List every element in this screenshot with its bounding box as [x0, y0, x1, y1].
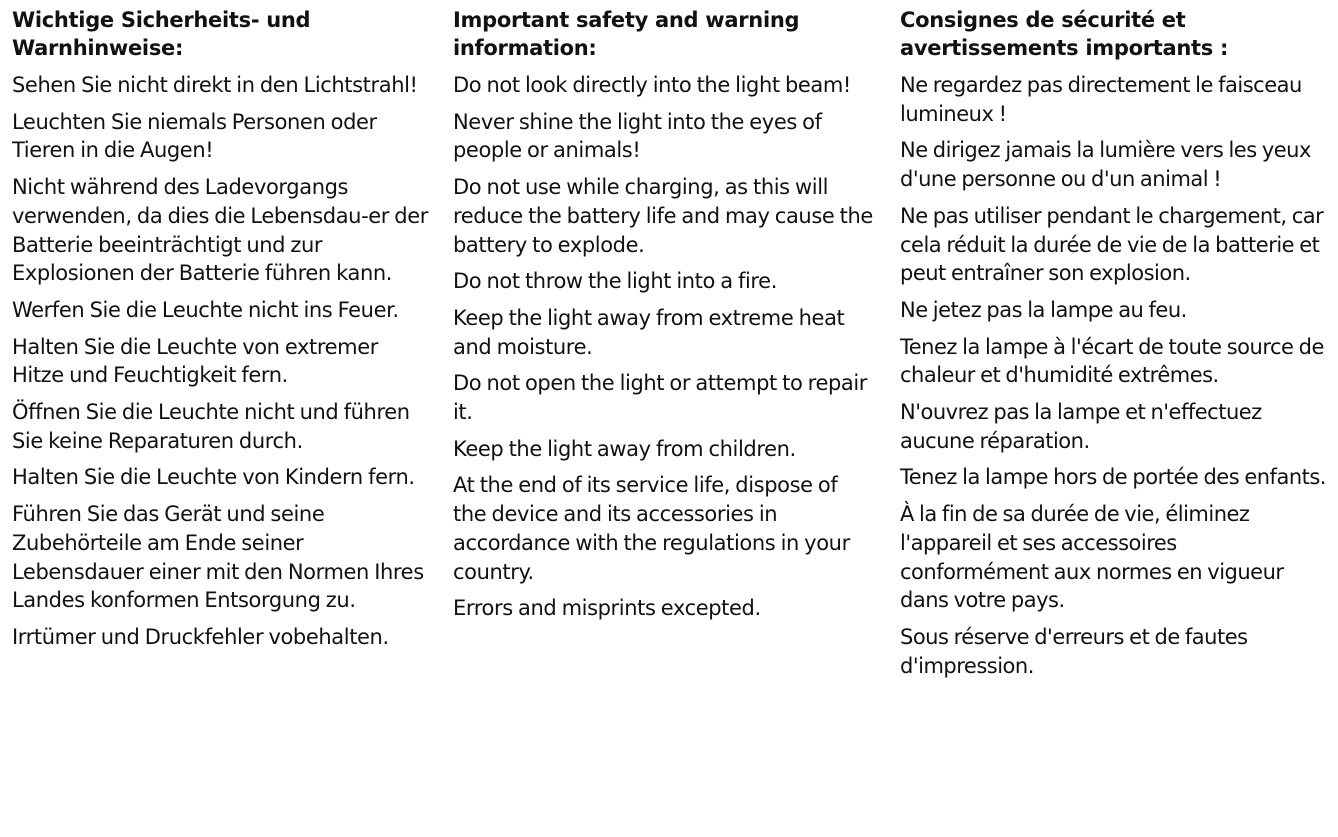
- english-heading: Important safety and warning information:: [453, 8, 800, 60]
- instruction-item: Sous réserve d'erreurs et de fautes d'impression.: [900, 624, 1248, 678]
- instruction-item: Öffnen Sie die Leuchte nicht und führen Sie keine Reparaturen durch.: [12, 400, 410, 453]
- instruction-item: Errors and misprints excepted.: [453, 596, 761, 621]
- instruction-item: Halten Sie die Leuchte von Kindern fern.: [12, 465, 415, 490]
- instruction-item: Do not throw the light into a fire.: [453, 269, 777, 294]
- german-column: [12, 6, 432, 660]
- english-column: [453, 6, 873, 631]
- instruction-item: Halten Sie die Leuchte von extremer Hitze und Feuchtigkeit fern.: [12, 334, 378, 388]
- instruction-item: Do not open the light or attempt to repair it.: [453, 371, 868, 425]
- french-column: [900, 6, 1330, 688]
- instruction-item: Führen Sie das Gerät und seine Zubehörteile am Ende seiner Lebensdauer einer mit den Normen Ihres Landes konformen Entsorgung zu.: [12, 502, 424, 613]
- instruction-item: À la fin de sa durée de vie, éliminez l'appareil et ses accessoires conformément aux normes en vigueur dans votre pays.: [900, 502, 1284, 613]
- instruction-item: Ne dirigez jamais la lumière vers les yeux d'une personne ou d'un animal !: [900, 138, 1311, 192]
- instruction-item: Never shine the light into the eyes of people or animals!: [453, 109, 822, 163]
- german-instructions-list: [12, 71, 432, 652]
- instruction-item: Sehen Sie nicht direkt in den Lichtstrahl!: [12, 73, 418, 97]
- instruction-item: Do not use while charging, as this will reduce the battery life and may cause the battery to explode.: [453, 175, 873, 257]
- instruction-item: N'ouvrez pas la lampe et n'effectuez aucune réparation.: [900, 400, 1262, 453]
- instruction-item: Do not look directly into the light beam!: [453, 73, 851, 97]
- instruction-item: Ne regardez pas directement le faisceau lumineux !: [900, 73, 1302, 126]
- instruction-item: Tenez la lampe hors de portée des enfants.: [900, 465, 1326, 490]
- instruction-item: Ne jetez pas la lampe au feu.: [900, 297, 1187, 322]
- instruction-item: At the end of its service life, dispose of the device and its accessories in accordance with the regulations in your country.: [453, 473, 850, 584]
- instruction-item: Nicht während des Ladevorgangs verwenden, da dies die Lebensdau-er der Batterie beeinträchtigt und zur Explosionen der Batterie führen kann.: [12, 175, 428, 286]
- instruction-item: Keep the light away from extreme heat and moisture.: [453, 305, 845, 359]
- french-heading: Consignes de sécurité et avertissements importants :: [900, 8, 1229, 60]
- instruction-item: Ne pas utiliser pendant le chargement, car cela réduit la durée de vie de la batterie et peut entraîner son explosion.: [900, 203, 1324, 286]
- german-heading: Wichtige Sicherheits- und Warnhinweise:: [12, 8, 311, 60]
- english-instructions-list: [453, 71, 873, 623]
- instruction-item: Leuchten Sie niemals Personen oder Tieren in die Augen!: [12, 109, 377, 163]
- french-instructions-list: [900, 71, 1330, 680]
- instruction-item: Keep the light away from children.: [453, 436, 796, 461]
- instruction-item: Tenez la lampe à l'écart de toute source de chaleur et d'humidité extrêmes.: [900, 334, 1324, 388]
- instruction-item: Irrtümer und Druckfehler vobehalten.: [12, 624, 389, 649]
- instruction-item: Werfen Sie die Leuchte nicht ins Feuer.: [12, 297, 399, 322]
